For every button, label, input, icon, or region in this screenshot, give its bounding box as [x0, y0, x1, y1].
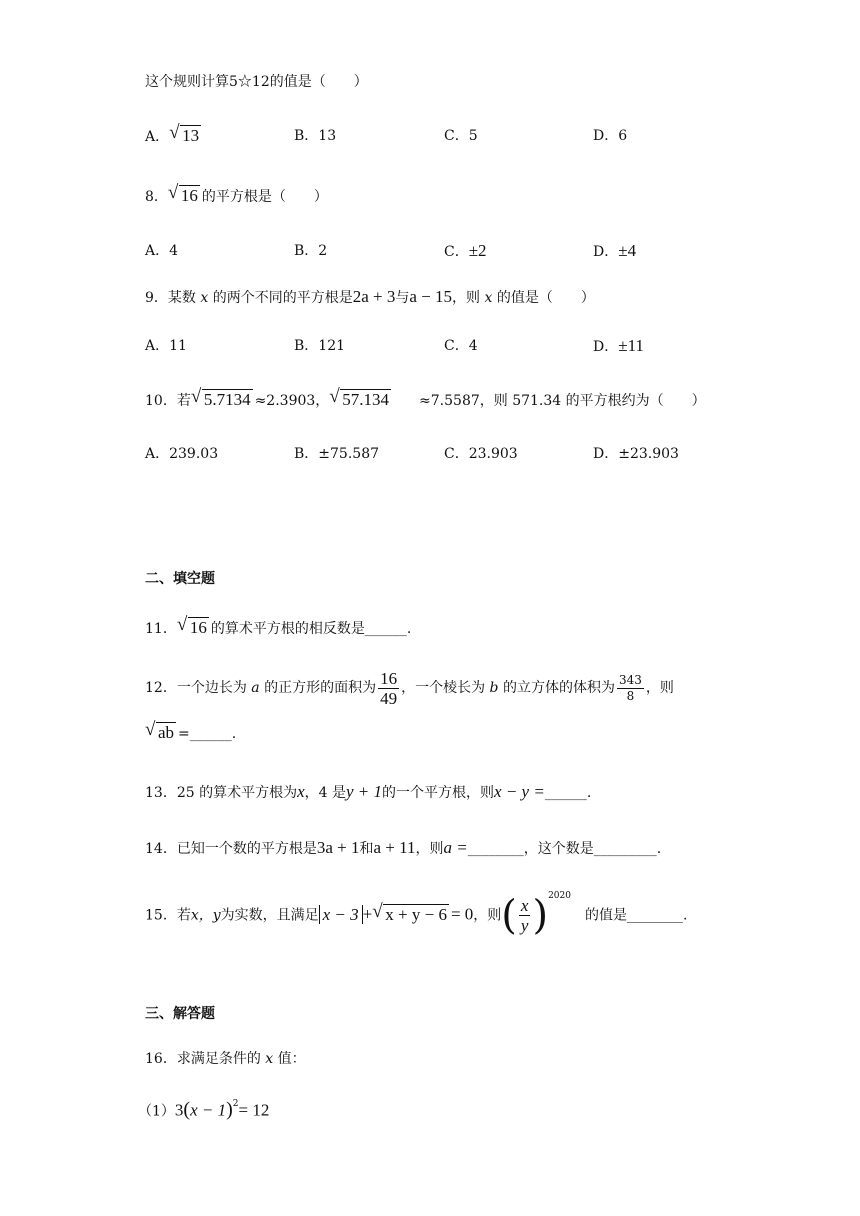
q14-expr2: a + 11	[373, 838, 416, 857]
q10-option-c[interactable]: C．23.903	[444, 446, 518, 462]
q7-option-d[interactable]: D．6	[593, 128, 628, 144]
q13-text-pre: 13．25 的算术平方根为	[145, 785, 298, 801]
q9-option-b[interactable]: B．121	[294, 338, 346, 354]
q12-line2	[145, 719, 237, 744]
q12-text-mid2: ，一个棱长为	[401, 680, 486, 696]
q13-text-mid2: 的一个平方根，则	[382, 785, 495, 801]
q8-option-b[interactable]: B．2	[294, 243, 328, 259]
q8-stem	[145, 182, 328, 207]
q13-expr: y + 1	[346, 782, 383, 801]
q15-text-mid2: ，则	[473, 907, 502, 924]
sqrt-symbol: √ ab	[145, 719, 175, 742]
q13-expr2: x − y =	[494, 782, 545, 801]
q9-option-d[interactable]	[593, 336, 644, 357]
q14-text-pre: 14．已知一个数的平方根是	[145, 841, 317, 857]
var-x: x	[297, 782, 305, 801]
q11-stem	[145, 614, 412, 639]
q15-stem	[145, 888, 687, 940]
sqrt-symbol: √ 13	[169, 122, 200, 145]
q10-value1: ≈2.3903，	[254, 393, 330, 409]
q12-text-mid1: 的正方形的面积为	[264, 680, 377, 696]
q9-text-mid3: ，则	[452, 290, 481, 306]
q8-option-c-value: ±2	[468, 241, 487, 260]
q11-number: 11．	[145, 621, 177, 637]
q12-text-tail: ，则	[645, 680, 674, 696]
q14-expr1: 3a + 1	[316, 838, 360, 857]
q10-stem	[145, 386, 706, 411]
var-x: x	[484, 290, 493, 306]
q8-option-d-label: D．	[593, 244, 619, 260]
var-x: x	[200, 290, 209, 306]
q7-stem	[145, 72, 368, 92]
sqrt-symbol: √ x + y − 6	[372, 900, 447, 924]
q8-option-c-label: C．	[444, 244, 469, 260]
paren-expr: x − 1	[190, 1100, 227, 1120]
q14-text-mid1: 和	[359, 841, 374, 857]
q15-text-pre: 15．若	[145, 907, 191, 924]
q12-text-mid3: 的立方体的体积为	[502, 680, 615, 696]
q15-text-mid1: 为实数，且满足	[220, 907, 319, 924]
q9-text-mid2: 与	[395, 290, 410, 306]
q15-answer-blank: 的值是________.	[584, 907, 688, 924]
left-paren: (	[183, 1098, 191, 1121]
q10-text-pre: 10．若	[145, 393, 191, 409]
q14-expr3: a =	[443, 838, 468, 857]
section-heading-answer: 三、解答题	[145, 1006, 215, 1022]
q7-option-b[interactable]: B．13	[294, 128, 337, 144]
q15-equals-zero: = 0	[450, 904, 474, 924]
sqrt-symbol: √ 16	[176, 614, 207, 637]
q9-text-tail: 的值是（ ）	[496, 290, 595, 306]
exponent-2020: 2020	[548, 891, 571, 901]
q16-stem	[145, 1049, 306, 1069]
q9-expr1: 2a + 3	[352, 287, 396, 306]
left-paren: (	[501, 892, 517, 939]
q9-option-c[interactable]: C．4	[444, 338, 478, 354]
q10-option-a[interactable]: A．239.03	[145, 446, 219, 462]
q9-text-pre: 9．某数	[145, 290, 196, 306]
q16-sub1	[138, 1098, 269, 1122]
fraction-343-8: $\frac{343}{8}$	[618, 672, 642, 703]
equals-12: = 12	[238, 1100, 270, 1120]
sqrt-symbol: √ 57.134	[329, 386, 390, 409]
q14-stem	[145, 838, 661, 859]
q9-option-a[interactable]: A．11	[145, 338, 187, 354]
q14-answer-blank-2: _________.	[593, 841, 662, 857]
sqrt-symbol: √ 5.7134	[190, 386, 251, 409]
q8-number: 8．	[145, 189, 168, 205]
q16-text-tail: 值：	[277, 1051, 306, 1067]
q9-option-d-label: D．	[593, 339, 619, 355]
q9-option-d-value: ±11	[618, 336, 644, 355]
q14-answer-blank-1: ________，这个数是	[467, 841, 594, 857]
q13-stem	[145, 782, 591, 803]
absolute-value: x − 3	[319, 905, 363, 924]
var-a: a	[251, 680, 260, 696]
q8-option-a[interactable]: A．4	[145, 243, 179, 259]
q12-stem	[145, 666, 674, 710]
q16-sub1-label: （1）	[138, 1103, 175, 1120]
fraction-x-y: $\frac{x}{y}$	[520, 896, 529, 936]
q7-option-c[interactable]: C．5	[444, 128, 478, 144]
q8-option-c[interactable]	[444, 241, 487, 262]
q15-vars: x，y	[190, 907, 221, 924]
q16-text-pre: 16．求满足条件的	[145, 1051, 261, 1067]
q9-text-mid1: 的两个不同的平方根是	[212, 290, 353, 306]
sqrt-symbol: √ 16	[167, 182, 198, 205]
q9-expr2: a − 15	[409, 287, 453, 306]
q10-option-d[interactable]: D．±23.903	[593, 446, 679, 462]
q7-option-a[interactable]	[145, 122, 203, 147]
coefficient: 3	[174, 1100, 184, 1120]
section-heading-fill-in: 二、填空题	[145, 571, 215, 587]
q9-stem	[145, 287, 595, 308]
q11-text: 的算术平方根的相反数是______.	[210, 621, 412, 637]
right-paren: )	[532, 892, 549, 939]
q10-option-b[interactable]: B．±75.587	[294, 446, 380, 462]
var-b: b	[489, 680, 499, 696]
var-x: x	[265, 1051, 274, 1067]
q12-answer-blank: =______.	[178, 726, 237, 742]
q13-answer-blank: ______.	[544, 785, 592, 801]
q7-text: 这个规则计算5☆12的值是（ ）	[145, 74, 368, 90]
plus-sign: +	[362, 904, 373, 924]
q12-text-pre: 12．一个边长为	[145, 680, 247, 696]
exponent-2: 2	[232, 1099, 239, 1109]
q8-option-d-value: ±4	[618, 241, 637, 260]
q14-text-mid2: ，则	[415, 841, 444, 857]
q7-option-a-label: A．	[145, 129, 170, 145]
q13-text-mid1: ，4 是	[304, 785, 346, 801]
fraction-16-49: $\frac{16}{49}$	[380, 668, 398, 708]
q8-text: 的平方根是（ ）	[201, 189, 328, 205]
q10-value2: ≈7.5587，则 571.34 的平方根约为（ ）	[419, 393, 706, 409]
q8-option-d[interactable]	[593, 241, 636, 262]
right-paren: )	[226, 1098, 233, 1121]
